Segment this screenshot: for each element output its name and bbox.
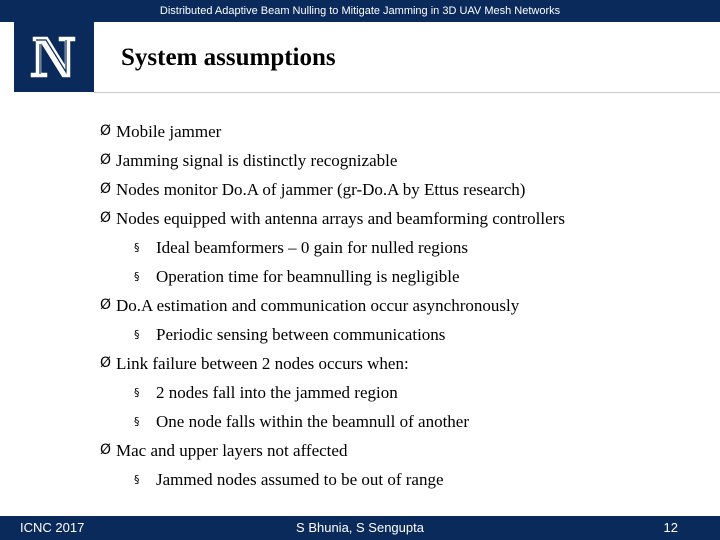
bullet-item <box>100 175 700 204</box>
square-bullet-icon: § <box>134 473 140 486</box>
bullet-text: Nodes equipped with antenna arrays and beamforming controllers <box>116 209 565 228</box>
bullet-text: Ideal beamformers – 0 gain for nulled regions <box>156 238 469 257</box>
bullet-text: Do.A estimation and communication occur asynchronously <box>116 296 520 315</box>
arrow-bullet-icon: Ø <box>100 210 112 226</box>
square-bullet-icon: § <box>134 241 140 254</box>
footer-authors: S Bhunia, S Sengupta <box>296 520 424 535</box>
header-bar <box>0 0 720 22</box>
bullet-item <box>100 291 700 320</box>
footer-conference: ICNC 2017 <box>20 520 85 535</box>
bullet-item <box>100 204 700 233</box>
bullet-text: Nodes monitor Do.A of jammer (gr-Do.A by Ettus research) <box>116 180 526 199</box>
bullet-list <box>100 117 700 494</box>
slide-title: System assumptions <box>121 44 336 71</box>
arrow-bullet-icon: Ø <box>100 152 112 168</box>
bullet-text: One node falls within the beamnull of another <box>156 412 469 431</box>
bullet-text: Jamming signal is distinctly recognizable <box>116 151 398 170</box>
bullet-text: Operation time for beamnulling is negligible <box>156 267 460 286</box>
arrow-bullet-icon: Ø <box>100 123 112 139</box>
bullet-text: Periodic sensing between communications <box>156 325 446 344</box>
arrow-bullet-icon: Ø <box>100 355 112 371</box>
footer-bar <box>0 516 720 540</box>
square-bullet-icon: § <box>134 386 140 399</box>
university-n-logo-icon <box>14 22 94 92</box>
arrow-bullet-icon: Ø <box>100 297 112 313</box>
bullet-text: Jammed nodes assumed to be out of range <box>156 470 444 489</box>
page-number: 12 <box>663 520 678 535</box>
sub-bullet-item <box>100 320 700 349</box>
sub-bullet-item <box>100 407 700 436</box>
arrow-bullet-icon: Ø <box>100 442 112 458</box>
arrow-bullet-icon: Ø <box>100 181 112 197</box>
bullet-item <box>100 436 700 465</box>
bullet-item <box>100 117 700 146</box>
square-bullet-icon: § <box>134 270 140 283</box>
sub-bullet-item <box>100 262 700 291</box>
sub-bullet-item <box>100 465 700 494</box>
square-bullet-icon: § <box>134 328 140 341</box>
bullet-text: Mobile jammer <box>116 122 222 141</box>
bullet-text: Link failure between 2 nodes occurs when: <box>116 354 409 373</box>
bullet-text: 2 nodes fall into the jammed region <box>156 383 398 402</box>
bullet-text: Mac and upper layers not affected <box>116 441 348 460</box>
bullet-item <box>100 146 700 175</box>
bullet-item <box>100 349 700 378</box>
sub-bullet-item <box>100 233 700 262</box>
square-bullet-icon: § <box>134 415 140 428</box>
sub-bullet-item <box>100 378 700 407</box>
presentation-title: Distributed Adaptive Beam Nulling to Mitigate Jamming in 3D UAV Mesh Networks <box>159 5 561 17</box>
title-divider <box>94 92 720 93</box>
